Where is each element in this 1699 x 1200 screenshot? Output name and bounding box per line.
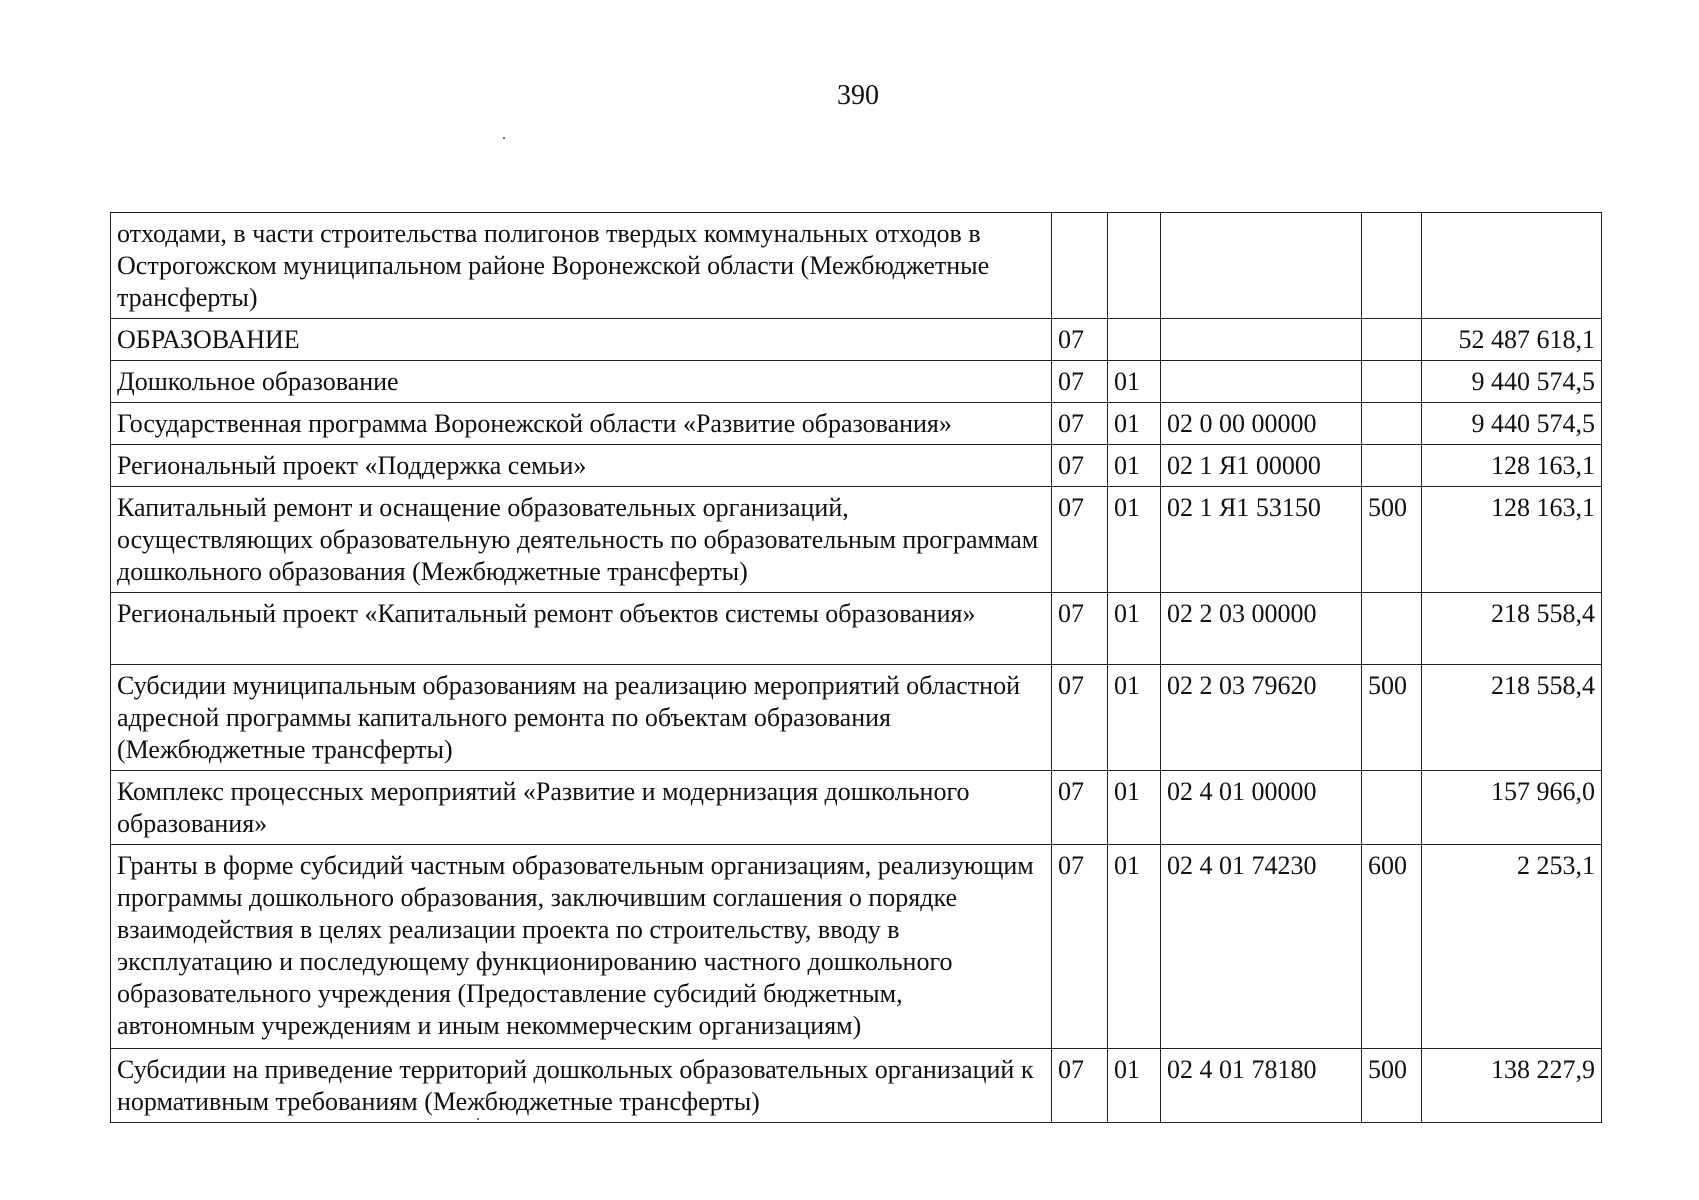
scan-speck	[503, 137, 505, 139]
row-subsection: 01	[1108, 361, 1161, 403]
row-section: 07	[1052, 771, 1108, 845]
table-row	[111, 1049, 1602, 1123]
row-name: Дошкольное образование	[111, 361, 1052, 403]
row-amount: 2 253,1	[1422, 845, 1602, 1049]
row-name: Субсидии муниципальным образованиям на реализацию мероприятий областной адресной программы капитального ремонта по объектам образования (Межбюджетные трансферты)	[111, 665, 1052, 771]
table-row	[111, 593, 1602, 665]
row-target-code	[1161, 319, 1362, 361]
row-amount: 52 487 618,1	[1422, 319, 1602, 361]
row-target-code: 02 1 Я1 53150	[1161, 487, 1362, 593]
row-section: 07	[1052, 403, 1108, 445]
row-target-code	[1161, 361, 1362, 403]
row-section: 07	[1052, 1049, 1108, 1123]
row-expense-type	[1362, 771, 1422, 845]
row-target-code: 02 4 01 78180	[1161, 1049, 1362, 1123]
row-target-code: 02 4 01 00000	[1161, 771, 1362, 845]
row-target-code: 02 4 01 74230	[1161, 845, 1362, 1049]
page-number: 390	[837, 80, 879, 111]
row-amount: 9 440 574,5	[1422, 403, 1602, 445]
row-name: Гранты в форме субсидий частным образовательным организациям, реализующим программы дошкольного образования, заключившим соглашения о порядке взаимодействия в целях реализации проекта по строительству, вводу в эксплуатацию и последующему функционированию частного дошкольного образовательного учреждения (Предоставление субсидий бюджетным, автономным учреждениям и иным некоммерческим организациям)	[111, 845, 1052, 1049]
row-section: 07	[1052, 845, 1108, 1049]
row-target-code: 02 2 03 00000	[1161, 593, 1362, 665]
row-expense-type: 500	[1362, 487, 1422, 593]
row-section: 07	[1052, 487, 1108, 593]
row-section: 07	[1052, 361, 1108, 403]
row-name: Региональный проект «Поддержка семьи»	[111, 445, 1052, 487]
row-amount	[1422, 213, 1602, 319]
row-subsection: 01	[1108, 845, 1161, 1049]
row-name: ОБРАЗОВАНИЕ	[111, 319, 1052, 361]
row-name: Субсидии на приведение территорий дошкольных образовательных организаций к нормативным требованиям (Межбюджетные трансферты)	[111, 1049, 1052, 1123]
row-expense-type	[1362, 361, 1422, 403]
row-amount: 138 227,9	[1422, 1049, 1602, 1123]
row-amount: 157 966,0	[1422, 771, 1602, 845]
row-subsection: 01	[1108, 487, 1161, 593]
row-name: Региональный проект «Капитальный ремонт объектов системы образования»	[111, 593, 1052, 665]
row-subsection: 01	[1108, 665, 1161, 771]
row-section: 07	[1052, 665, 1108, 771]
row-section: 07	[1052, 593, 1108, 665]
row-target-code: 02 1 Я1 00000	[1161, 445, 1362, 487]
row-expense-type	[1362, 319, 1422, 361]
row-expense-type: 500	[1362, 665, 1422, 771]
table-row	[111, 487, 1602, 593]
row-expense-type	[1362, 593, 1422, 665]
row-expense-type: 600	[1362, 845, 1422, 1049]
row-subsection	[1108, 213, 1161, 319]
row-amount: 128 163,1	[1422, 487, 1602, 593]
row-expense-type	[1362, 213, 1422, 319]
row-subsection: 01	[1108, 445, 1161, 487]
row-subsection: 01	[1108, 593, 1161, 665]
table-row	[111, 403, 1602, 445]
table-row	[111, 665, 1602, 771]
budget-table	[110, 212, 1602, 1123]
row-section: 07	[1052, 445, 1108, 487]
row-name: Капитальный ремонт и оснащение образовательных организаций, осуществляющих образовательную деятельность по образовательным программам дошкольного образования (Межбюджетные трансферты)	[111, 487, 1052, 593]
row-target-code: 02 0 00 00000	[1161, 403, 1362, 445]
row-expense-type	[1362, 445, 1422, 487]
row-subsection: 01	[1108, 1049, 1161, 1123]
row-subsection	[1108, 319, 1161, 361]
row-name: Государственная программа Воронежской области «Развитие образования»	[111, 403, 1052, 445]
row-name: Комплекс процессных мероприятий «Развитие и модернизация дошкольного образования»	[111, 771, 1052, 845]
row-expense-type: 500	[1362, 1049, 1422, 1123]
table-row	[111, 771, 1602, 845]
row-section: 07	[1052, 319, 1108, 361]
row-amount: 218 558,4	[1422, 665, 1602, 771]
table-row	[111, 845, 1602, 1049]
row-name: отходами, в части строительства полигонов твердых коммунальных отходов в Острогожском муниципальном районе Воронежской области (Межбюджетные трансферты)	[111, 213, 1052, 319]
row-expense-type	[1362, 403, 1422, 445]
row-section	[1052, 213, 1108, 319]
table-row	[111, 319, 1602, 361]
table-row	[111, 213, 1602, 319]
row-target-code	[1161, 213, 1362, 319]
table-row	[111, 445, 1602, 487]
table-row	[111, 361, 1602, 403]
row-amount: 128 163,1	[1422, 445, 1602, 487]
row-amount: 9 440 574,5	[1422, 361, 1602, 403]
row-target-code: 02 2 03 79620	[1161, 665, 1362, 771]
row-amount: 218 558,4	[1422, 593, 1602, 665]
row-subsection: 01	[1108, 403, 1161, 445]
row-subsection: 01	[1108, 771, 1161, 845]
